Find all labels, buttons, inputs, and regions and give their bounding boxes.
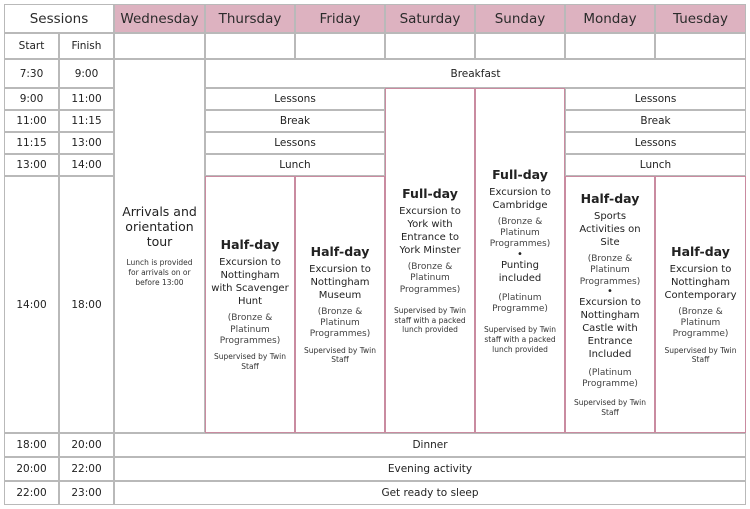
excursion-description: Excursion to Nottingham with Scavenger Hunt bbox=[211, 257, 289, 308]
empty-cell bbox=[475, 33, 565, 59]
empty-cell bbox=[655, 33, 746, 59]
bullet-separator: • bbox=[517, 248, 523, 260]
programme-note: (Platinum Programme) bbox=[492, 292, 548, 314]
day-header-tuesday: Tuesday bbox=[655, 4, 746, 33]
tuesday-excursion-cell bbox=[655, 176, 746, 433]
day-header-thursday: Thursday bbox=[205, 4, 295, 33]
programme-note: (Bronze & Platinum Programmes) bbox=[489, 216, 551, 250]
time-start: 7:30 bbox=[4, 59, 59, 88]
breakfast-cell: Breakfast bbox=[205, 59, 746, 88]
saturday-excursion-cell bbox=[385, 88, 475, 433]
supervision-note: Supervised by Twin Staff bbox=[664, 345, 737, 365]
empty-cell bbox=[565, 33, 655, 59]
supervision-note: Supervised by Twin Staff bbox=[303, 345, 377, 365]
excursion-title: Full-day bbox=[402, 186, 458, 201]
break-cell: Break bbox=[565, 110, 746, 132]
extra-activity: Punting included bbox=[498, 259, 542, 284]
supervision-note: Supervised by Twin staff with a packed lunch provided bbox=[483, 325, 557, 354]
time-start: 11:15 bbox=[4, 132, 59, 154]
thursday-excursion-cell bbox=[205, 176, 295, 433]
day-header-saturday: Saturday bbox=[385, 4, 475, 33]
start-header: Start bbox=[4, 33, 59, 59]
break-cell: Break bbox=[205, 110, 385, 132]
excursion-title: Half-day bbox=[220, 237, 280, 253]
time-start: 13:00 bbox=[4, 154, 59, 176]
time-finish: 20:00 bbox=[59, 433, 114, 457]
empty-cell bbox=[295, 33, 385, 59]
evening-activity-cell: Evening activity bbox=[114, 457, 746, 481]
excursion-title: Half-day bbox=[580, 191, 640, 207]
friday-excursion-cell bbox=[295, 176, 385, 433]
bullet-separator: • bbox=[607, 285, 613, 297]
arrivals-title: Arrivals and orientation tour bbox=[122, 204, 197, 250]
supervision-note: Supervised by Twin staff with a packed lunch provided bbox=[393, 305, 467, 335]
time-start: 9:00 bbox=[4, 88, 59, 110]
wednesday-arrivals-cell bbox=[114, 59, 205, 433]
arrivals-note: Lunch is provided for arrivals on or before 13:00 bbox=[126, 258, 193, 287]
day-header-sunday: Sunday bbox=[475, 4, 565, 33]
excursion-description: Excursion to Nottingham Contemporary bbox=[664, 263, 737, 301]
excursion-title: Half-day bbox=[671, 243, 730, 259]
empty-cell bbox=[114, 33, 205, 59]
excursion-description: Excursion to York with Entrance to York Minster bbox=[399, 206, 461, 256]
lunch-cell: Lunch bbox=[565, 154, 746, 176]
extra-activity: Excursion to Nottingham Castle with Entrance Included bbox=[579, 296, 641, 360]
programme-note: (Bronze & Platinum Programmes) bbox=[399, 262, 461, 295]
empty-cell bbox=[205, 33, 295, 59]
excursion-description: Excursion to Nottingham Museum bbox=[309, 263, 371, 301]
sessions-header: Sessions bbox=[4, 4, 114, 33]
dinner-cell: Dinner bbox=[114, 433, 746, 457]
supervision-note: Supervised by Twin Staff bbox=[213, 352, 287, 371]
empty-cell bbox=[385, 33, 475, 59]
lessons-cell: Lessons bbox=[565, 132, 746, 154]
day-header-monday: Monday bbox=[565, 4, 655, 33]
time-finish: 23:00 bbox=[59, 481, 114, 505]
finish-header: Finish bbox=[59, 33, 114, 59]
time-finish: 13:00 bbox=[59, 132, 114, 154]
sunday-excursion-cell bbox=[475, 88, 565, 433]
time-finish: 22:00 bbox=[59, 457, 114, 481]
monday-excursion-cell bbox=[565, 176, 655, 433]
supervision-note: Supervised by Twin Staff bbox=[573, 398, 647, 418]
lessons-cell: Lessons bbox=[205, 132, 385, 154]
excursion-title: Full-day bbox=[492, 166, 548, 182]
programme-note: (Bronze & Platinum Programmes) bbox=[309, 306, 371, 340]
time-start: 20:00 bbox=[4, 457, 59, 481]
excursion-title: Half-day bbox=[310, 243, 370, 259]
sleep-cell: Get ready to sleep bbox=[114, 481, 746, 505]
day-header-wednesday: Wednesday bbox=[114, 4, 205, 33]
time-start: 18:00 bbox=[4, 433, 59, 457]
programme-note: (Bronze & Platinum Programme) bbox=[672, 306, 729, 340]
time-finish: 11:00 bbox=[59, 88, 114, 110]
lessons-cell: Lessons bbox=[565, 88, 746, 110]
time-start: 14:00 bbox=[4, 176, 59, 433]
programme-note: (Bronze & Platinum Programmes) bbox=[579, 254, 641, 287]
time-finish: 18:00 bbox=[59, 176, 114, 433]
day-header-friday: Friday bbox=[295, 4, 385, 33]
programme-note: (Bronze & Platinum Programmes) bbox=[219, 313, 281, 346]
time-start: 11:00 bbox=[4, 110, 59, 132]
time-finish: 9:00 bbox=[59, 59, 114, 88]
excursion-description: Sports Activities on Site bbox=[579, 211, 641, 249]
time-start: 22:00 bbox=[4, 481, 59, 505]
lunch-cell: Lunch bbox=[205, 154, 385, 176]
lessons-cell: Lessons bbox=[205, 88, 385, 110]
time-finish: 14:00 bbox=[59, 154, 114, 176]
time-finish: 11:15 bbox=[59, 110, 114, 132]
programme-note: (Platinum Programme) bbox=[582, 367, 638, 390]
excursion-description: Excursion to Cambridge bbox=[489, 186, 551, 211]
